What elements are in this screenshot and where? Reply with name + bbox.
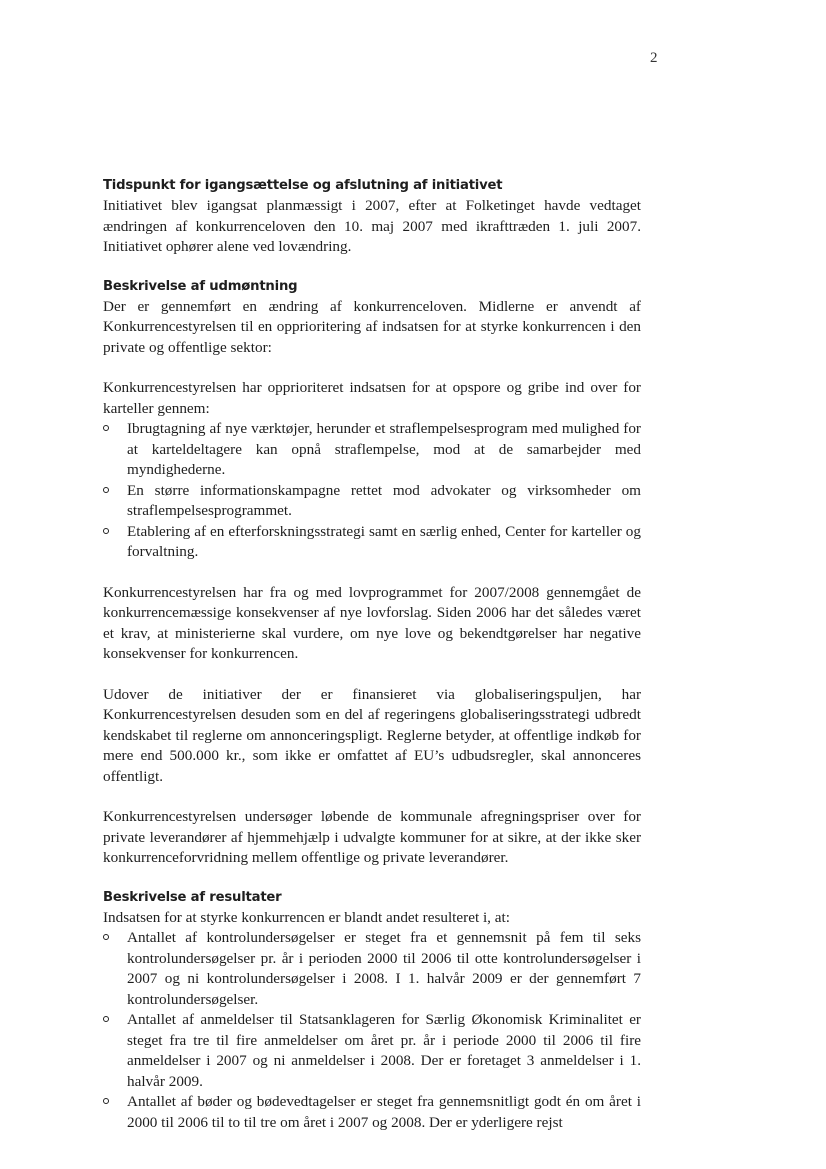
- list-item-text: Etablering af en efterforskningsstrategi samt en særlig enhed, Center for karteller og forvaltning.: [127, 522, 641, 560]
- list-item-text: Antallet af bøder og bødevedtagelser er steget fra gennemsnitligt godt én om året i 2000 til 2006 til to til tre om året i 2007 og 2008. Der er yderligere rejst: [127, 1093, 641, 1131]
- paragraph: Konkurrencestyrelsen har opprioriteret indsatsen for at opspore og gribe ind over for karteller gennem:: [103, 379, 641, 417]
- list-item: [103, 522, 641, 563]
- paragraph: Konkurrencestyrelsen undersøger løbende de kommunale afregningspriser over for private leverandører af hjemmehjælp i udvalgte kommuner for at sikre, at der ikke sker konkurrenceforvridning mellem offentlige og private leverandører.: [103, 808, 641, 866]
- bullet-icon: [103, 1016, 109, 1022]
- list-item-text: Antallet af kontrolundersøgelser er steget fra et gennemsnit på fem til seks kontrolundersøgelser pr. år i perioden 2000 til 2006 til otte kontrolundersøgelser i 2007 og ni kontrolundersøgelser i 2008. I 1. halvår 2009 er der gennemført 7 kontrolundersøgelser.: [127, 929, 641, 1008]
- list-item: [103, 928, 641, 1010]
- section-heading-timing: Tidspunkt for igangsættelse og afslutning af initiativet: [103, 178, 503, 193]
- section-heading-results: Beskrivelse af resultater: [103, 889, 282, 905]
- bullet-list: [103, 928, 641, 1133]
- list-item-text: Antallet af anmeldelser til Statsanklageren for Særlig Økonomisk Kriminalitet er steget fra tre til fire anmeldelser om året pr. år i periode 2000 til 2006 til fire anmeldelser i 2007 og ni anmeldelser i 2008. Der er foretaget 3 anmeldelser i 1. halvår 2009.: [127, 1011, 641, 1090]
- list-item: [103, 481, 641, 522]
- document-body: [103, 176, 641, 1133]
- bullet-icon: [103, 425, 109, 431]
- bullet-icon: [103, 528, 109, 534]
- bullet-icon: [103, 1098, 109, 1104]
- list-item: [103, 419, 641, 481]
- page-number: 2: [650, 50, 658, 66]
- paragraph: Initiativet blev igangsat planmæssigt i 2007, efter at Folketinget havde vedtaget ændringen af konkurrenceloven den 10. maj 2007 med ikrafttræden 1. juli 2007. Initiativet ophører alene ved lovændring.: [103, 197, 641, 255]
- paragraph: Konkurrencestyrelsen har fra og med lovprogrammet for 2007/2008 gennemgået de konkurrencemæssige konsekvenser af nye lovforslag. Siden 2006 har det således været et krav, at ministerierne skal vurdere, om nye love og bekendtgørelser har negative konsekvenser for konkurrencen.: [103, 583, 641, 662]
- paragraph: Indsatsen for at styrke konkurrencen er blandt andet resulteret i, at:: [103, 908, 510, 926]
- bullet-icon: [103, 934, 109, 940]
- bullet-list: [103, 419, 641, 563]
- list-item: [103, 1092, 641, 1133]
- section-heading-implementation: Beskrivelse af udmøntning: [103, 278, 298, 294]
- list-item: [103, 1010, 641, 1092]
- list-item-text: Ibrugtagning af nye værktøjer, herunder et straflempelsesprogram med mulighed for at karteldeltagere kan opnå straflempelse, mod at de samarbejder med myndighederne.: [127, 420, 641, 478]
- paragraph: Udover de initiativer der er finansieret via globaliseringspuljen, har Konkurrencestyrelsen desuden som en del af regeringens globaliseringsstrategi udbredt kendskabet til reglerne om annonceringspligt. Reglerne betyder, at offentlige indkøb for mere end 500.000 kr., som ikke er omfattet af EU’s udbudsregler, skal annonceres offentligt.: [103, 685, 641, 785]
- list-item-text: En større informationskampagne rettet mod advokater og virksomheder om straflempelsesprogrammet.: [127, 481, 641, 519]
- paragraph: Der er gennemført en ændring af konkurrenceloven. Midlerne er anvendt af Konkurrencestyrelsen til en opprioritering af indsatsen for at styrke konkurrencen i den private og offentlige sektor:: [103, 297, 641, 356]
- bullet-icon: [103, 487, 109, 493]
